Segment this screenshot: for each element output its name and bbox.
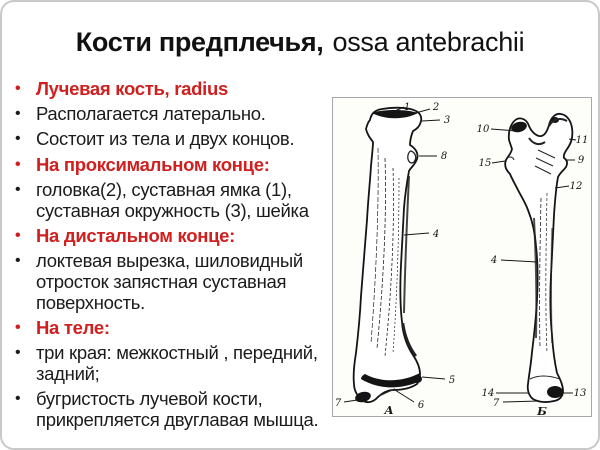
page-title <box>2 27 598 58</box>
figure-label-7a: 7 <box>334 398 342 409</box>
bullet-item <box>12 129 329 150</box>
figure-label-4b: 4 <box>490 255 498 266</box>
bullet-item <box>12 226 329 247</box>
bullet-text: • бугристость лучевой кости, прикрепляется двуглавая мышца. <box>36 387 319 430</box>
figure-label-2: 2 <box>432 102 440 113</box>
bullet-text: • Располагается латерально. <box>36 103 266 125</box>
bullet-item <box>12 155 329 176</box>
figure-label-10: 10 <box>476 124 490 135</box>
figure-caption-a: А <box>384 403 394 416</box>
figure-label-9: 9 <box>577 155 585 166</box>
figure-label-13: 13 <box>573 388 587 399</box>
radius-anterior-drawing <box>354 108 422 404</box>
bullet-item <box>12 343 329 385</box>
radius-bone-illustration <box>333 98 591 416</box>
bullet-text: • Состоит из тела и двух концов. <box>36 128 295 150</box>
bullet-item <box>12 251 329 313</box>
bullet-text: • головка(2), суставная ямка (1), суставная окружность (3), шейка <box>36 178 309 221</box>
bullet-text: • На проксимальном конце: <box>36 153 270 175</box>
bullet-item <box>12 318 329 339</box>
title-russian: Кости предплечья, <box>75 27 324 57</box>
figure-label-15: 15 <box>478 158 492 169</box>
bullet-item <box>12 104 329 125</box>
bullet-text: • Лучевая кость, radius <box>36 78 228 99</box>
bullet-text: • локтевая вырезка, шиловидный отросток запястная суставная поверхность. <box>36 249 303 313</box>
figure-label-11: 11 <box>575 135 589 146</box>
radius-lateral-drawing <box>505 114 572 402</box>
figure-label-6: 6 <box>417 400 425 411</box>
figure-label-8: 8 <box>440 151 448 162</box>
title-latin: ossa antebrachii <box>332 27 525 57</box>
bullet-text: • На теле: <box>36 316 110 338</box>
anatomy-figure <box>332 97 592 417</box>
bullet-item <box>12 79 329 100</box>
bullet-list <box>12 79 329 435</box>
figure-label-12: 12 <box>569 181 583 192</box>
figure-label-5: 5 <box>448 375 456 386</box>
figure-label-14: 14 <box>481 388 495 399</box>
bullet-text: • три края: межкостный , передний, задний; <box>36 341 318 384</box>
bullet-item <box>12 389 329 431</box>
figure-label-7b: 7 <box>492 398 500 409</box>
bullet-text: • На дистальном конце: <box>36 224 236 246</box>
bullet-item <box>12 180 329 222</box>
figure-label-3: 3 <box>443 115 451 126</box>
figure-label-4a: 4 <box>432 229 440 240</box>
figure-label-1: 1 <box>403 102 411 113</box>
figure-caption-b: Б <box>537 404 547 416</box>
